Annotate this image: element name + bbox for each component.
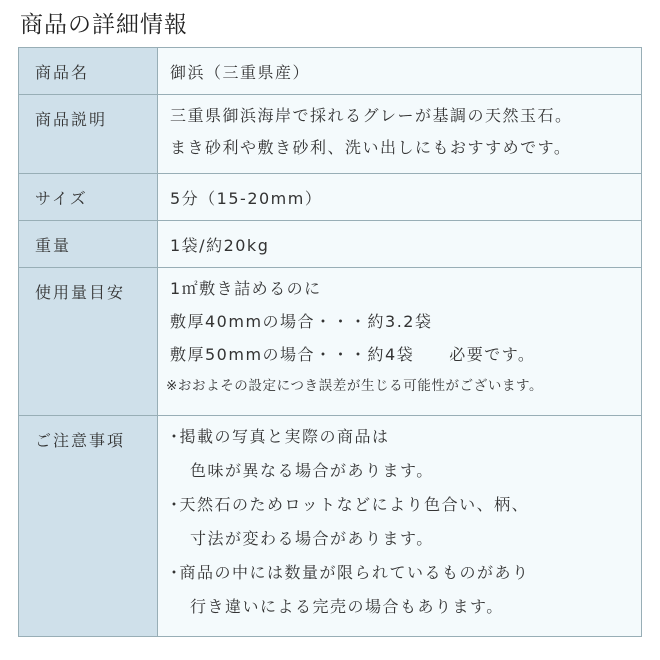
row-label-cell	[19, 174, 158, 221]
usage-line: 敷厚50mmの場合・・・約4袋 必要です。	[170, 345, 536, 364]
row-value-cell	[158, 268, 642, 416]
caution-line: 行き違いによる完売の場合もあります。	[190, 597, 504, 616]
caution-line: ･商品の中には数量が限られているものがあり	[170, 563, 530, 582]
caution-line: ･天然石のためロットなどにより色合い、柄、	[170, 495, 530, 514]
row-value-cell	[158, 416, 642, 637]
row-label-cell	[19, 221, 158, 268]
row-label-notes: ご注意事項	[35, 431, 126, 450]
row-label-description: 商品説明	[35, 110, 108, 129]
row-label-cell	[19, 48, 158, 95]
row-value-cell	[158, 174, 642, 221]
usage-line: 1㎡敷き詰めるのに	[170, 279, 322, 298]
product-name-value: 御浜（三重県産）	[170, 63, 311, 82]
row-label-size: サイズ	[35, 189, 88, 208]
table-row	[19, 416, 642, 637]
page-title: 商品の詳細情報	[20, 12, 188, 38]
table-row	[19, 174, 642, 221]
table-row	[19, 268, 642, 416]
description-line: まき砂利や敷き砂利、洗い出しにもおすすめです。	[170, 138, 572, 157]
row-label-cell	[19, 268, 158, 416]
caution-line: 色味が異なる場合があります。	[190, 461, 434, 480]
row-value-cell	[158, 95, 642, 174]
product-details-table	[18, 47, 642, 637]
table-row	[19, 221, 642, 268]
row-label-weight: 重量	[35, 236, 72, 255]
caution-line: ･掲載の写真と実際の商品は	[170, 427, 390, 446]
caution-line: 寸法が変わる場合があります。	[190, 529, 434, 548]
usage-disclaimer-note: ※おおよその設定につき誤差が生じる可能性がございます。	[166, 378, 544, 394]
row-label-cell	[19, 416, 158, 637]
row-label-product-name: 商品名	[35, 63, 90, 82]
weight-value: 1袋/約20kg	[170, 236, 270, 255]
table-row	[19, 95, 642, 174]
description-line: 三重県御浜海岸で採れるグレーが基調の天然玉石。	[170, 106, 573, 125]
row-label-usage-guide: 使用量目安	[35, 283, 126, 302]
row-value-cell	[158, 221, 642, 268]
row-label-cell	[19, 95, 158, 174]
usage-line: 敷厚40mmの場合・・・約3.2袋	[170, 312, 433, 331]
size-value: 5分（15-20mm）	[170, 189, 323, 208]
